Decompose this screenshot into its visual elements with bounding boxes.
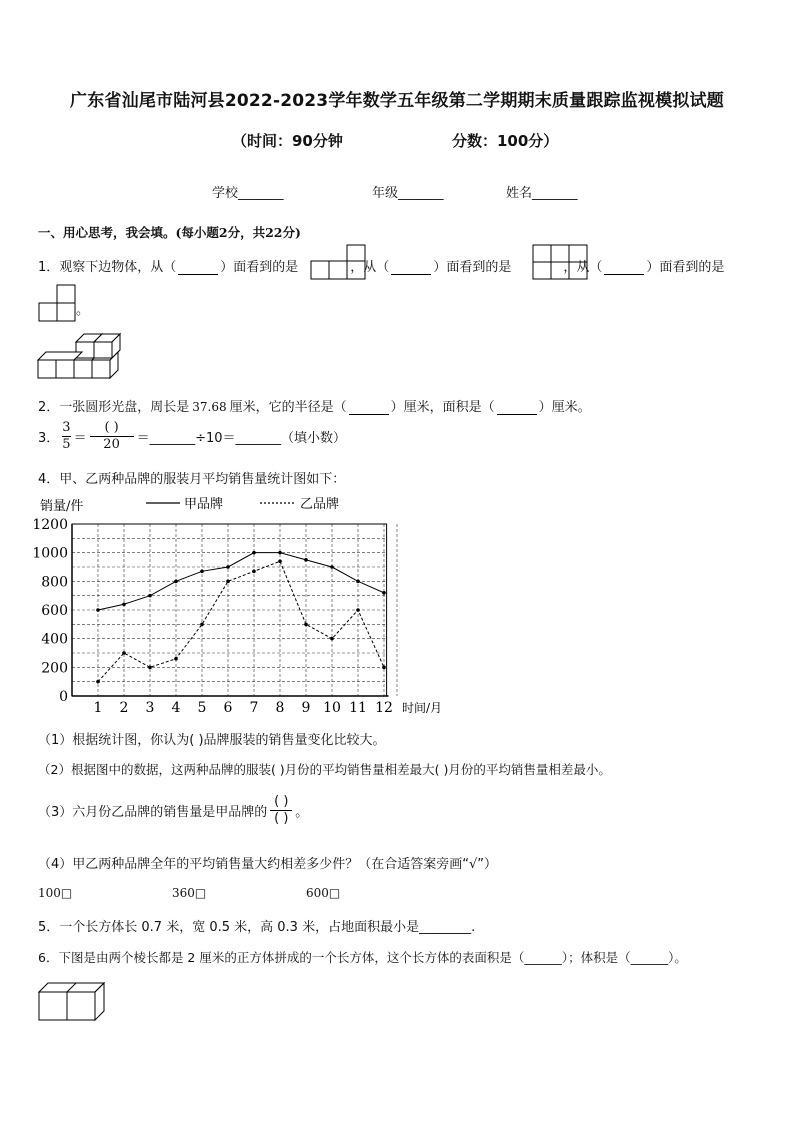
y-tick-label: 800 — [41, 574, 68, 591]
x-tick-label: 9 — [301, 700, 311, 716]
question-4-intro: 4．甲、乙两种品牌的服装月平均销售量统计图如下： — [38, 472, 346, 487]
question-6: 6．下图是由两个棱长都是 2 厘米的正方体拼成的一个长方体，这个长方体的表面积是（______）；体积是（______）。 — [38, 950, 687, 965]
x-tick-label: 2 — [119, 700, 129, 716]
school-field[interactable]: 学校_______ — [212, 186, 284, 201]
x-axis-label: 时间/月 — [402, 701, 443, 715]
exam-time: （时间：90分钟 — [232, 132, 343, 150]
q1-blank-3[interactable] — [604, 262, 644, 275]
fraction-blank-20[interactable]: $\frac{( )}{20}$ — [90, 420, 134, 453]
view-figure-2 — [532, 244, 588, 280]
data-point-yi — [304, 623, 308, 627]
data-point-yi — [226, 580, 230, 584]
x-tick-label: 7 — [249, 700, 259, 716]
data-point-jia — [122, 602, 126, 606]
x-tick-label: 10 — [323, 700, 341, 716]
data-point-jia — [174, 580, 178, 584]
series-line-jia — [98, 553, 384, 610]
y-tick-label: 400 — [41, 631, 68, 648]
y-tick-label: 1200 — [32, 517, 68, 533]
data-point-jia — [96, 608, 100, 612]
legend-yi: 乙品牌 — [300, 497, 340, 512]
option-100[interactable]: 100□ — [38, 886, 73, 900]
y-tick-label: 200 — [41, 660, 68, 677]
exam-score: 分数：100分） — [452, 132, 559, 150]
question-4-1: （1）根据统计图，你认为( )品牌服装的销售量变化比较大。 — [38, 733, 386, 748]
data-point-jia — [330, 565, 334, 569]
data-point-jia — [200, 570, 204, 574]
q1-blank-2[interactable] — [391, 262, 431, 275]
data-point-yi — [278, 559, 282, 563]
x-tick-label: 1 — [93, 700, 103, 716]
data-point-yi — [330, 637, 334, 641]
view-figure-1 — [310, 244, 366, 280]
data-point-yi — [200, 623, 204, 627]
question-1: 1．观察下边物体，从（ ）面看到的是 ，从（ ）面看到的是 ，从（ ）面看到的是 — [38, 260, 725, 275]
data-point-yi — [356, 608, 360, 612]
cube-object-figure — [36, 330, 126, 382]
x-tick-label: 3 — [145, 700, 155, 716]
data-point-yi — [122, 651, 126, 655]
data-point-yi — [252, 570, 256, 574]
page-title: 广东省汕尾市陆河县2022-2023学年数学五年级第二学期期末质量跟踪监视模拟试题 — [70, 91, 724, 111]
q2-blank-area[interactable] — [497, 402, 537, 415]
q1-blank-1[interactable] — [178, 262, 218, 275]
question-4-2: （2）根据图中的数据，这两种品牌的服装( )月份的平均销售量相差最大( )月份的平均销售量相差最小。 — [38, 762, 611, 777]
y-axis-label: 销量/件 — [40, 499, 84, 514]
x-tick-label: 8 — [275, 700, 285, 716]
series-line-yi — [98, 561, 384, 681]
x-tick-label: 11 — [349, 700, 367, 716]
y-tick-label: 0 — [59, 689, 68, 705]
x-tick-label: 6 — [223, 700, 233, 716]
x-tick-label: 5 — [197, 700, 207, 716]
question-3: 3． $\frac{3}{5}$ ＝ $\frac{( )}{20}$ ＝_______÷10＝_______（填小数） — [38, 420, 347, 452]
data-point-jia — [148, 594, 152, 598]
question-4-4: （4）甲乙两种品牌全年的平均销售量大约相差多少件？（在合适答案旁画“√”） — [38, 857, 498, 872]
data-point-jia — [304, 558, 308, 562]
question-4-3: （3）六月份乙品牌的销售量是甲品牌的 $\frac{( )}{( )}$ 。 — [38, 794, 309, 826]
view-figure-3 — [38, 284, 80, 322]
name-field[interactable]: 姓名_______ — [506, 186, 578, 201]
option-360[interactable]: 360□ — [172, 886, 207, 900]
data-point-jia — [382, 591, 386, 595]
x-tick-label: 4 — [171, 700, 181, 716]
sales-line-chart — [30, 492, 470, 720]
cuboid-figure — [38, 982, 108, 1022]
section-heading: 一、用心思考，我会填。(每小题2分，共22分) — [38, 225, 301, 240]
question-5: 5．一个长方体长 0.7 米，宽 0.5 米，高 0.3 米，占地面积最小是________. — [38, 920, 476, 935]
x-tick-label: 12 — [375, 700, 393, 716]
question-2: 2．一张圆形光盘，周长是 37.68 厘米，它的半径是（ ）厘米，面积是（ ）厘米。 — [38, 400, 591, 415]
fraction-3-5: $\frac{3}{5}$ — [62, 420, 71, 452]
legend-jia: 甲品牌 — [184, 497, 224, 512]
data-point-yi — [148, 666, 152, 670]
data-point-jia — [252, 551, 256, 555]
data-point-jia — [278, 551, 282, 555]
q4-3-fraction-blank[interactable]: $\frac{( )}{( )}$ — [270, 794, 292, 827]
q1-end: 。 — [76, 303, 90, 318]
data-point-yi — [174, 657, 178, 661]
q2-blank-radius[interactable] — [349, 402, 389, 415]
y-tick-label: 1000 — [32, 545, 68, 562]
grade-field[interactable]: 年级_______ — [372, 186, 444, 201]
circumference-value: 37.68 — [192, 400, 227, 414]
data-point-jia — [356, 580, 360, 584]
option-600[interactable]: 600□ — [306, 886, 341, 900]
data-point-yi — [96, 680, 100, 684]
data-point-yi — [382, 666, 386, 670]
y-tick-label: 600 — [41, 603, 68, 619]
data-point-jia — [226, 565, 230, 569]
